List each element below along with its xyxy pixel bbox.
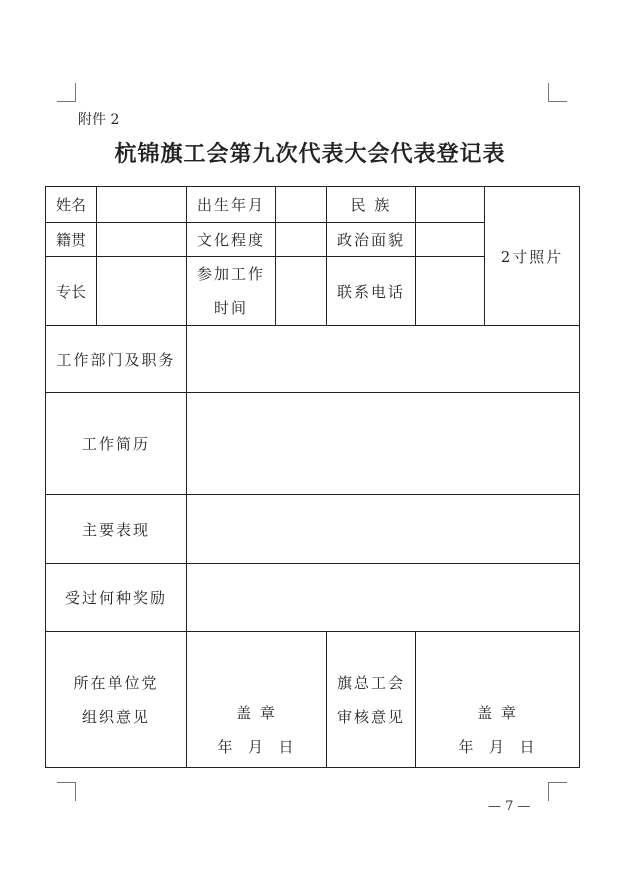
form-row-performance — [46, 495, 580, 564]
crop-mark-top-right — [548, 83, 567, 102]
work-start-field[interactable] — [276, 257, 327, 326]
work-start-label-line1: 参加工作 — [196, 265, 265, 283]
dept-field[interactable] — [187, 326, 580, 393]
phone-field[interactable] — [416, 257, 485, 326]
hometown-field[interactable] — [97, 223, 187, 257]
specialty-field[interactable] — [97, 257, 187, 326]
education-field[interactable] — [276, 223, 327, 257]
crop-mark-bottom-left — [57, 782, 76, 801]
form-row-awards — [46, 564, 580, 632]
union-opinion-label-line1: 旗总工会 — [336, 673, 405, 692]
union-opinion-label-line2: 审核意见 — [336, 707, 405, 726]
page-title: 杭锦旗工会第九次代表大会代表登记表 — [114, 141, 506, 167]
resume-label: 工作简历 — [46, 393, 187, 495]
form-row-dept — [46, 326, 580, 393]
name-label: 姓名 — [46, 187, 97, 223]
union-opinion-label — [327, 632, 416, 768]
work-start-label — [187, 257, 276, 326]
political-field[interactable] — [416, 223, 485, 257]
specialty-label: 专长 — [46, 257, 97, 326]
awards-label: 受过何种奖励 — [46, 564, 187, 632]
hometown-label: 籍贯 — [46, 223, 97, 257]
union-date-label: 年 月 日 — [458, 737, 537, 756]
unit-opinion-field[interactable] — [187, 632, 327, 768]
birth-field[interactable] — [276, 187, 327, 223]
name-field[interactable] — [97, 187, 187, 223]
registration-form — [45, 186, 580, 768]
unit-opinion-label — [46, 632, 187, 768]
performance-label: 主要表现 — [46, 495, 187, 564]
form-row-resume — [46, 393, 580, 495]
work-start-label-line2: 时间 — [213, 299, 248, 317]
phone-label: 联系电话 — [327, 257, 416, 326]
ethnicity-label: 民 族 — [327, 187, 416, 223]
political-label: 政治面貌 — [327, 223, 416, 257]
ethnicity-field[interactable] — [416, 187, 485, 223]
union-seal-label: 盖 章 — [477, 703, 518, 722]
attachment-label: 附件 2 — [78, 112, 120, 128]
photo-box[interactable]: 2寸照片 — [485, 187, 580, 326]
resume-field[interactable] — [187, 393, 580, 495]
form-row-1 — [46, 187, 580, 223]
crop-mark-bottom-right — [548, 782, 567, 801]
birth-label: 出生年月 — [187, 187, 276, 223]
performance-field[interactable] — [187, 495, 580, 564]
awards-field[interactable] — [187, 564, 580, 632]
union-opinion-field[interactable] — [416, 632, 580, 768]
unit-opinion-label-line1: 所在单位党 — [73, 673, 159, 692]
page-number: — 7 — — [488, 799, 531, 814]
unit-seal-label: 盖 章 — [236, 703, 277, 722]
crop-mark-top-left — [57, 83, 76, 102]
unit-opinion-label-line2: 组织意见 — [81, 707, 150, 726]
dept-label: 工作部门及职务 — [46, 326, 187, 393]
education-label: 文化程度 — [187, 223, 276, 257]
unit-date-label: 年 月 日 — [217, 737, 296, 756]
form-row-opinions — [46, 632, 580, 768]
